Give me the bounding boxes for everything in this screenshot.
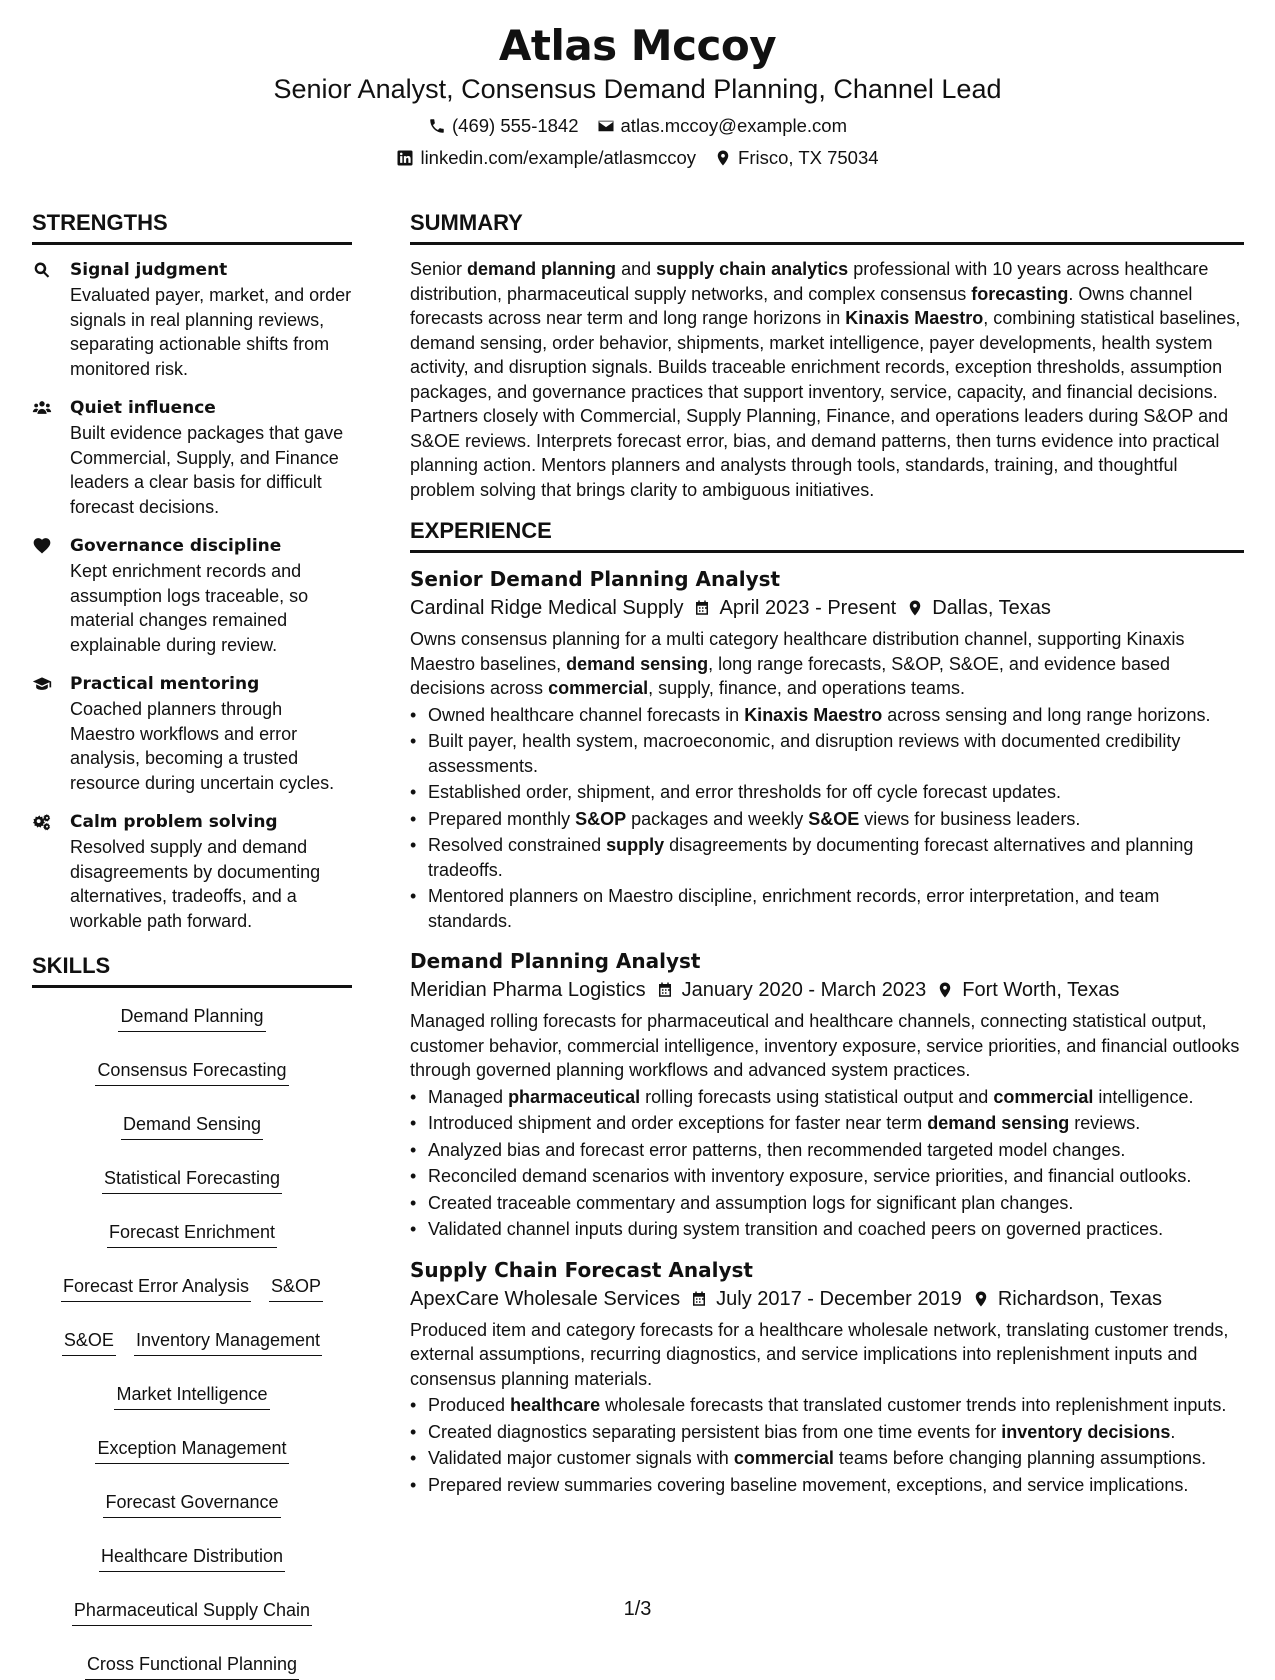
skill-tag: S&OP (269, 1274, 323, 1302)
email-address[interactable]: atlas.mccoy@example.com (620, 115, 847, 136)
bullet-item: • Validated major customer signals with commercial teams before changing planning assumptions. (410, 1446, 1244, 1471)
bullet-item: • Analyzed bias and forecast error patterns, then recommended targeted model changes. (410, 1138, 1244, 1163)
skill-tag: Exception Management (95, 1436, 288, 1464)
email-contact[interactable] (597, 114, 847, 138)
bullet-item: • Resolved constrained supply disagreements by documenting forecast alternatives and planning tradeoffs. (410, 833, 1244, 882)
bold-keyword: S&OE (808, 808, 860, 829)
bold-keyword: Kinaxis Maestro (744, 704, 883, 725)
strength-item (32, 533, 352, 657)
bullet-item: • Created traceable commentary and assumption logs for significant plan changes. (410, 1191, 1244, 1216)
skill-tag: Forecast Enrichment (107, 1220, 277, 1248)
users-icon (32, 395, 70, 519)
map-pin-icon (936, 981, 954, 999)
bullet-item: • Produced healthcare wholesale forecasts that translated customer trends into replenishment inputs. (410, 1393, 1244, 1418)
phone-number: (469) 555-1842 (452, 115, 579, 136)
phone-contact (428, 114, 579, 138)
strength-description: Kept enrichment records and assumption logs traceable, so material changes remained explainable during review. (70, 561, 309, 655)
bullet-item: • Created diagnostics separating persistent bias from one time events for inventory decisions. (410, 1420, 1244, 1445)
strength-item (32, 257, 352, 381)
company-name: Meridian Pharma Logistics (410, 979, 646, 1001)
experience-heading: EXPERIENCE (410, 518, 1244, 553)
calendar-icon (690, 1290, 708, 1308)
strengths-list (32, 257, 352, 933)
contact-row-1 (0, 114, 1275, 138)
bold-keyword: demand sensing (566, 653, 709, 674)
bold-keyword: Kinaxis Maestro (845, 308, 984, 328)
map-pin-icon (972, 1290, 990, 1308)
summary-text: Senior demand planning and supply chain analytics professional with 10 years across healthcare distribution, pharmaceutical supply networks, and complex consensus forecasting. Owns channel forecasts across near term and long range horizons in Kinaxis Maestro, combining statistical baselines, demand sensing, order behavior, shipments, market intelligence, payer developments, health system activity, and disruption signals. Builds traceable enrichment records, exception thresholds, assumption packages, and governance practices that support inventory, service, capacity, and financial decisions. Partners closely with Commercial, Supply Planning, Finance, and operations leaders during S&OP and S&OE reviews. Interprets forecast error, bias, and demand patterns, then turns evidence into practical planning action. Mentors planners and analysts through tools, standards, training, and thoughtful problem solving that brings clarity to ambiguous initiatives. (410, 259, 1241, 500)
strength-item (32, 809, 352, 933)
map-pin-icon (714, 149, 732, 167)
bullet-item: • Reconciled demand scenarios with inventory exposure, service priorities, and financial outlooks. (410, 1164, 1244, 1189)
bullet-item: • Built payer, health system, macroeconomic, and disruption reviews with documented credibility assessments. (410, 729, 1244, 778)
job-location: Richardson, Texas (972, 1284, 1162, 1314)
skill-tag: Pharmaceutical Supply Chain (72, 1598, 312, 1626)
job-dates: July 2017 - December 2019 (690, 1284, 962, 1314)
location-contact (714, 146, 879, 170)
strength-item (32, 395, 352, 519)
skill-tag: Healthcare Distribution (99, 1544, 285, 1572)
strength-description: Built evidence packages that gave Commercial, Supply, and Finance leaders a clear basis for difficult forecast decisions. (70, 423, 344, 517)
job-description: Managed rolling forecasts for pharmaceutical and healthcare channels, connecting statistical output, customer behavior, commercial intelligence, inventory exposure, service priorities, and financial outlooks through governed planning workflows and advanced system practices. (410, 1011, 1240, 1080)
candidate-title: Senior Analyst, Consensus Demand Planning, Channel Lead (273, 74, 1002, 104)
bullet-item: • Prepared review summaries covering baseline movement, exceptions, and service implications. (410, 1473, 1244, 1498)
company-name: Cardinal Ridge Medical Supply (410, 597, 684, 619)
bold-keyword: supply chain analytics (656, 259, 849, 279)
bold-keyword: healthcare (510, 1395, 601, 1415)
search-icon (32, 257, 70, 381)
skill-tag: Statistical Forecasting (102, 1166, 282, 1194)
skill-tag: Cross Functional Planning (85, 1652, 299, 1680)
bullet-item: • Validated channel inputs during system transition and coached peers on governed practices. (410, 1217, 1244, 1242)
skill-tag: Demand Planning (118, 1004, 265, 1032)
experience-list (410, 565, 1244, 1497)
bold-keyword: supply (606, 835, 665, 855)
strength-title: Signal judgment (70, 260, 228, 280)
strength-description: Evaluated payer, market, and order signals in real planning reviews, separating actionable shifts from monitored risk. (70, 285, 352, 379)
job-dates: April 2023 - Present (693, 593, 896, 623)
strength-title: Governance discipline (70, 536, 282, 556)
bold-keyword: inventory decisions (1001, 1421, 1171, 1442)
bold-keyword: S&OP (575, 808, 627, 829)
bold-keyword: forecasting (971, 283, 1069, 304)
strength-title: Quiet influence (70, 398, 216, 418)
bold-keyword: commercial (993, 1086, 1094, 1107)
bullet-item: • Established order, shipment, and error thresholds for off cycle forecast updates. (410, 780, 1244, 805)
bullet-item: • Prepared monthly S&OP packages and weekly S&OE views for business leaders. (410, 807, 1244, 832)
job-location: Fort Worth, Texas (936, 975, 1119, 1005)
strength-title: Calm problem solving (70, 812, 278, 832)
job-bullets (410, 703, 1244, 934)
map-pin-icon (906, 599, 924, 617)
linkedin-contact[interactable] (396, 146, 696, 170)
resume-header (0, 18, 1275, 170)
bold-keyword: demand sensing (927, 1113, 1070, 1133)
bold-keyword: demand planning (467, 259, 617, 279)
job-meta (410, 975, 1244, 1005)
skill-tag: Demand Sensing (121, 1112, 263, 1140)
graduation-cap-icon (32, 671, 70, 795)
bullet-item: • Owned healthcare channel forecasts in Kinaxis Maestro across sensing and long range horizons. (410, 703, 1244, 728)
skills-heading: SKILLS (32, 953, 352, 988)
job-description: Produced item and category forecasts for a healthcare wholesale network, translating customer trends, external assumptions, recurring diagnostics, and service implications into replenishment inputs and consensus planning materials. (410, 1319, 1229, 1389)
job-meta (410, 1284, 1244, 1314)
right-column (410, 210, 1244, 1511)
strengths-heading: STRENGTHS (32, 210, 352, 245)
calendar-icon (693, 599, 711, 617)
company-name: ApexCare Wholesale Services (410, 1287, 681, 1310)
job-meta (410, 593, 1244, 623)
skill-tag: Forecast Error Analysis (61, 1274, 251, 1302)
envelope-icon (597, 117, 615, 135)
linkedin-icon (396, 149, 414, 167)
calendar-icon (656, 981, 674, 999)
job-entry (410, 565, 1244, 933)
bold-keyword: commercial (548, 678, 649, 698)
skill-list (32, 1000, 352, 1680)
bold-keyword: pharmaceutical (508, 1086, 641, 1107)
phone-icon (428, 117, 446, 135)
job-bullets (410, 1393, 1244, 1497)
heart-icon (32, 533, 70, 657)
bold-keyword: commercial (733, 1448, 834, 1468)
left-column (32, 210, 352, 1680)
skills-section (32, 953, 352, 1680)
contact-row-2 (0, 146, 1275, 170)
job-bullets (410, 1085, 1244, 1242)
job-title: Demand Planning Analyst (410, 949, 701, 973)
page-number: 1/3 (623, 1598, 652, 1620)
job-description: Owns consensus planning for a multi category healthcare distribution channel, supporting Kinaxis Maestro baselines, demand sensing, long range forecasts, S&OP, S&OE, and evidence based decisions across commercial, supply, finance, and operations teams. (410, 629, 1185, 698)
bullet-item: • Mentored planners on Maestro discipline, enrichment records, error interpretation, and team standards. (410, 884, 1244, 933)
skill-tag: Forecast Governance (103, 1490, 280, 1518)
strength-title: Practical mentoring (70, 674, 260, 694)
linkedin-url[interactable]: linkedin.com/example/atlasmccoy (420, 147, 697, 168)
skill-tag: Inventory Management (134, 1328, 322, 1356)
job-title: Senior Demand Planning Analyst (410, 567, 781, 591)
job-entry (410, 1256, 1244, 1498)
strength-description: Coached planners through Maestro workflows and error analysis, becoming a trusted resource during uncertain cycles. (70, 699, 335, 793)
job-entry (410, 947, 1244, 1242)
summary-heading: SUMMARY (410, 210, 1244, 245)
skill-tag: S&OE (62, 1328, 116, 1356)
strength-item (32, 671, 352, 795)
skill-tag: Consensus Forecasting (95, 1058, 288, 1086)
location-text: Frisco, TX 75034 (738, 147, 879, 168)
bullet-item: • Introduced shipment and order exceptions for faster near term demand sensing reviews. (410, 1111, 1244, 1136)
candidate-name: Atlas Mccoy (498, 21, 777, 70)
job-dates: January 2020 - March 2023 (656, 975, 927, 1005)
skill-tag: Market Intelligence (114, 1382, 269, 1410)
cogs-icon (32, 809, 70, 933)
strength-description: Resolved supply and demand disagreements by documenting alternatives, tradeoffs, and a workable path forward. (70, 837, 321, 931)
job-location: Dallas, Texas (906, 593, 1051, 623)
job-title: Supply Chain Forecast Analyst (410, 1257, 753, 1282)
bullet-item: • Managed pharmaceutical rolling forecasts using statistical output and commercial intelligence. (410, 1085, 1244, 1110)
